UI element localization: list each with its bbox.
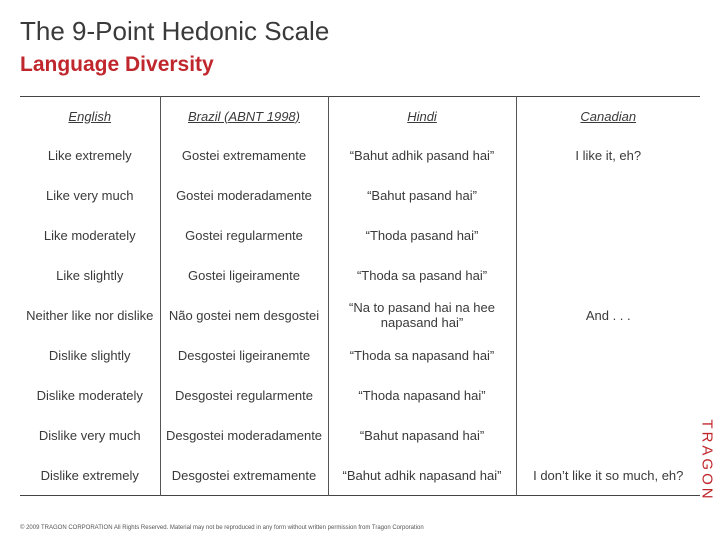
table-row	[20, 455, 700, 496]
cell-english: Neither like nor dislike	[20, 295, 160, 335]
cell-canadian	[516, 415, 700, 455]
cell-hindi: “Bahut adhik napasand hai”	[328, 455, 516, 496]
cell-hindi: “Thoda sa napasand hai”	[328, 335, 516, 375]
table-row	[20, 415, 700, 455]
cell-brazil: Gostei ligeiramente	[160, 255, 328, 295]
cell-english: Dislike moderately	[20, 375, 160, 415]
column-header-english: English	[20, 97, 160, 136]
column-header-brazil: Brazil (ABNT 1998)	[160, 97, 328, 136]
cell-brazil: Gostei extremamente	[160, 135, 328, 175]
cell-english: Dislike extremely	[20, 455, 160, 496]
copyright-footer: © 2009 TRAGON CORPORATION All Rights Reserved. Material may not be reproduced in any form without written permission from Tragon Corporation	[20, 525, 424, 531]
cell-english: Dislike slightly	[20, 335, 160, 375]
cell-hindi: “Thoda pasand hai”	[328, 215, 516, 255]
cell-canadian	[516, 215, 700, 255]
cell-hindi: “Thoda napasand hai”	[328, 375, 516, 415]
cell-hindi: “Bahut napasand hai”	[328, 415, 516, 455]
cell-hindi: “Bahut pasand hai”	[328, 175, 516, 215]
cell-brazil: Desgostei ligeiranemte	[160, 335, 328, 375]
cell-brazil: Gostei moderadamente	[160, 175, 328, 215]
cell-brazil: Gostei regularmente	[160, 215, 328, 255]
table-row	[20, 375, 700, 415]
cell-english: Like slightly	[20, 255, 160, 295]
cell-english: Like moderately	[20, 215, 160, 255]
cell-english: Like very much	[20, 175, 160, 215]
cell-hindi: “Bahut adhik pasand hai”	[328, 135, 516, 175]
cell-canadian: And . . .	[516, 295, 700, 335]
column-header-canadian: Canadian	[516, 97, 700, 136]
table-header-row	[20, 97, 700, 136]
table-row	[20, 255, 700, 295]
cell-hindi: “Thoda sa pasand hai”	[328, 255, 516, 295]
cell-canadian: I don’t like it so much, eh?	[516, 455, 700, 496]
cell-canadian	[516, 375, 700, 415]
table-row	[20, 335, 700, 375]
cell-canadian	[516, 255, 700, 295]
cell-hindi: “Na to pasand hai na hee napasand hai”	[328, 295, 516, 335]
cell-canadian: I like it, eh?	[516, 135, 700, 175]
table-row	[20, 175, 700, 215]
tragon-logo-text: TRAGON	[698, 418, 716, 502]
table-row	[20, 295, 700, 335]
cell-english: Dislike very much	[20, 415, 160, 455]
cell-brazil: Desgostei regularmente	[160, 375, 328, 415]
cell-brazil: Desgostei moderadamente	[160, 415, 328, 455]
hedonic-scale-table	[20, 96, 700, 496]
tragon-logo	[697, 414, 717, 506]
cell-brazil: Desgostei extremamente	[160, 455, 328, 496]
table-row	[20, 215, 700, 255]
cell-english: Like extremely	[20, 135, 160, 175]
column-header-hindi: Hindi	[328, 97, 516, 136]
cell-canadian	[516, 335, 700, 375]
table-row	[20, 135, 700, 175]
cell-canadian	[516, 175, 700, 215]
page-title: The 9-Point Hedonic Scale	[20, 16, 330, 46]
page-subtitle: Language Diversity	[20, 53, 214, 76]
cell-brazil: Não gostei nem desgostei	[160, 295, 328, 335]
